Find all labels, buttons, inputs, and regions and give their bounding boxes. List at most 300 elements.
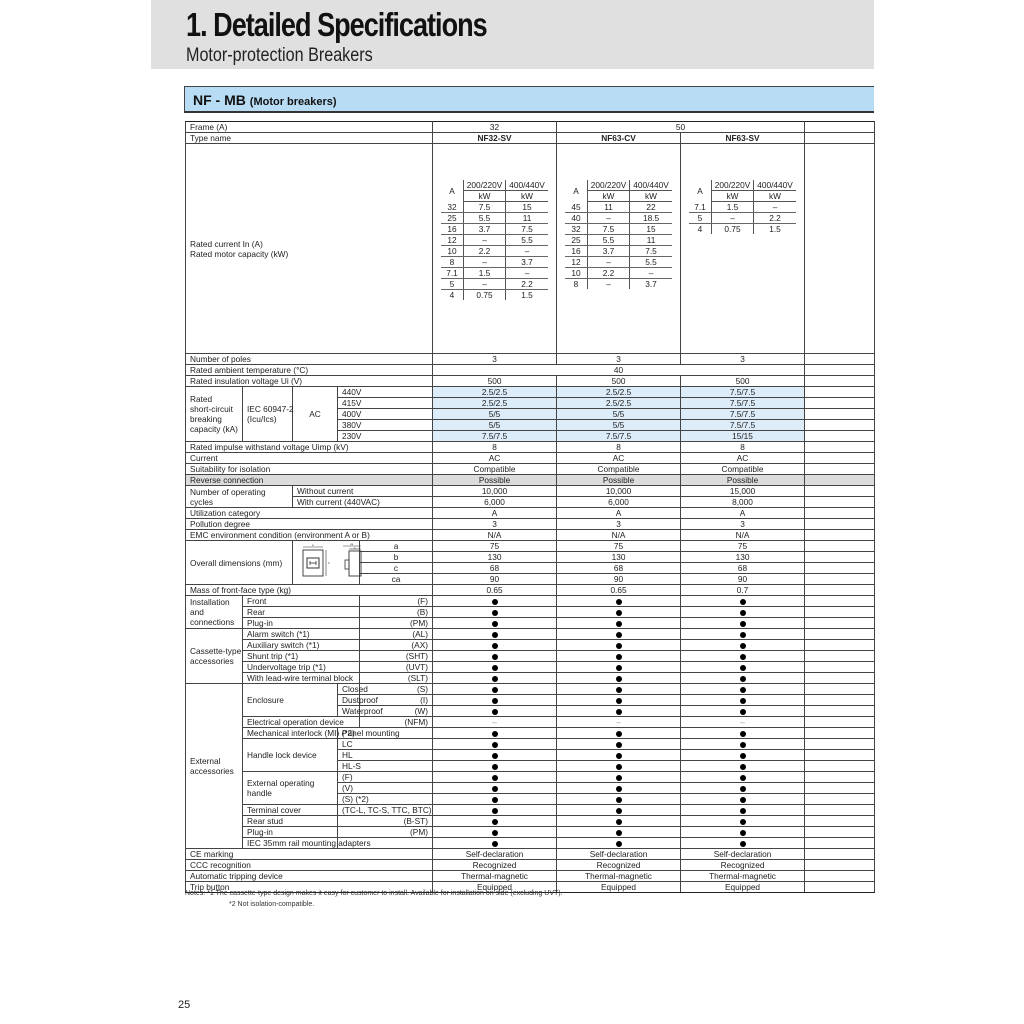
supported-dot-icon (433, 651, 557, 662)
value-cell: Self-declaration (557, 849, 681, 860)
label-line: External operating (247, 778, 315, 788)
handle-lock-type: HL-S (338, 761, 433, 772)
page-title: 1. Detailed Specifications (186, 6, 487, 43)
type-nf32-sv: NF32-SV (433, 133, 557, 144)
value-cell: N/A (681, 530, 805, 541)
supported-dot-icon (681, 640, 805, 651)
supported-dot-icon (433, 706, 557, 717)
dot-icon (616, 654, 622, 660)
table-row (186, 662, 875, 673)
enclosure-code: (W) (360, 706, 433, 717)
supported-dot-icon (681, 596, 805, 607)
row-label: Reverse connection (186, 475, 433, 486)
dot-icon (616, 643, 622, 649)
value-cell: 130 (433, 552, 557, 563)
value-cell: 130 (681, 552, 805, 563)
capacity-row (441, 257, 548, 268)
unit-kw: kW (463, 191, 506, 202)
unit-kw: kW (754, 191, 796, 202)
empty-cell (805, 607, 875, 618)
empty-cell (805, 772, 875, 783)
capacity-value: 4 (697, 224, 703, 234)
supported-dot-icon (557, 827, 681, 838)
header-v1: 200/220V (587, 180, 630, 191)
row-label: Automatic tripping device (186, 871, 433, 882)
dot-icon (492, 610, 498, 616)
capacity-value: 16 (441, 224, 463, 235)
dot-icon (616, 830, 622, 836)
value-cell: Thermal-magnetic (681, 871, 805, 882)
capacity-value: – (463, 235, 506, 246)
supported-dot-icon (557, 640, 681, 651)
empty-cell (805, 519, 875, 530)
value-cell: 0.65 (433, 585, 557, 596)
enclosure-code: (I) (360, 695, 433, 706)
dot-icon (492, 676, 498, 682)
value-cell: Thermal-magnetic (433, 871, 557, 882)
empty-cell (805, 486, 875, 497)
type-nf63-sv: NF63-SV (681, 133, 805, 144)
ext-handle-type: (S) (*2) (338, 794, 433, 805)
electrical-op-code: (NFM) (360, 717, 433, 728)
capacity-label (186, 144, 433, 354)
label-line: handle (247, 788, 272, 798)
dot-icon (740, 731, 746, 737)
breaking-voltage: 400V (338, 409, 433, 420)
external-accessories-label (186, 684, 243, 849)
value-cell: 7.5/7.5 (681, 409, 805, 420)
dot-icon (616, 775, 622, 781)
supported-dot-icon (433, 640, 557, 651)
dot-icon (492, 665, 498, 671)
label-line: Rated (190, 394, 213, 404)
supported-dot-icon (557, 695, 681, 706)
dimension-key: a (360, 541, 433, 552)
capacity-value: 7.1 (689, 202, 711, 213)
table-row (186, 475, 875, 486)
capacity-value: 45 (565, 202, 587, 213)
item-name: Auxiliary switch (*1) (243, 640, 360, 651)
frame-label: Frame (A) (186, 122, 433, 133)
capacity-value: – (587, 213, 630, 224)
empty-cell (805, 409, 875, 420)
value-cell: 8 (681, 442, 805, 453)
dot-icon (492, 775, 498, 781)
header-v2: 400/440V (754, 180, 796, 191)
capacity-value: – (506, 268, 548, 279)
value-cell: Self-declaration (681, 849, 805, 860)
dot-icon (492, 687, 498, 693)
empty-cell (805, 695, 875, 706)
supported-dot-icon (681, 750, 805, 761)
dot-icon (740, 764, 746, 770)
value-cell: Possible (557, 475, 681, 486)
capacity-value: 11 (506, 213, 548, 224)
table-row (186, 618, 875, 629)
capacity-value: 0.75 (711, 224, 754, 235)
value-cell: 3 (557, 519, 681, 530)
capacity-header (441, 180, 548, 191)
capacity-value: 15 (630, 224, 672, 235)
empty-cell (805, 838, 875, 849)
capacity-value: 12 (441, 235, 463, 246)
dot-icon (740, 687, 746, 693)
label-line: short-circuit (190, 404, 233, 414)
value-cell: Equipped (433, 882, 557, 893)
ext-handle-label (243, 772, 338, 805)
supported-dot-icon (681, 838, 805, 849)
item-code: (B) (360, 607, 433, 618)
capacity-value: 32 (565, 224, 587, 235)
section-title (193, 92, 337, 108)
value-cell: 500 (681, 376, 805, 387)
capacity-row (565, 257, 672, 268)
capacity-value: 8 (441, 257, 463, 268)
value-cell: 90 (433, 574, 557, 585)
value-cell: Possible (681, 475, 805, 486)
capacity-value: – (463, 257, 506, 268)
breaking-voltage: 440V (338, 387, 433, 398)
capacity-value: – (587, 257, 630, 268)
supported-dot-icon (557, 728, 681, 739)
dot-icon (740, 709, 746, 715)
empty-cell (805, 761, 875, 772)
table-row (186, 860, 875, 871)
empty-cell (805, 398, 875, 409)
empty-cell (805, 475, 875, 486)
supported-dot-icon (433, 728, 557, 739)
dot-icon (492, 621, 498, 627)
capacity-row (441, 213, 548, 224)
capacity-value: 25 (565, 235, 587, 246)
dimensions-label: Overall dimensions (mm) (186, 541, 293, 585)
value-cell: AC (557, 453, 681, 464)
label-line: Number of operating (190, 486, 266, 497)
breaker-outline-icon (297, 542, 377, 582)
dot-icon (492, 731, 498, 737)
row-label: Rated impulse withstand voltage Uimp (kV) (186, 442, 433, 453)
row-label: Suitability for isolation (186, 464, 433, 475)
empty-cell (805, 122, 875, 133)
value-cell: 90 (557, 574, 681, 585)
table-row (186, 596, 875, 607)
value-cell: 3 (433, 354, 557, 365)
capacity-value: 18.5 (630, 213, 672, 224)
supported-dot-icon (433, 684, 557, 695)
supported-dot-icon (681, 607, 805, 618)
value-cell: 75 (557, 541, 681, 552)
dot-icon (616, 731, 622, 737)
value-cell: 10,000 (557, 486, 681, 497)
not-supported-dash: – (681, 717, 805, 728)
supported-dot-icon (557, 739, 681, 750)
table-row (186, 827, 875, 838)
table-row (186, 530, 875, 541)
header-v1: 200/220V (711, 180, 754, 191)
not-supported-dash: – (433, 717, 557, 728)
dot-icon (492, 632, 498, 638)
value-cell: 3 (433, 519, 557, 530)
dimension-key: b (360, 552, 433, 563)
value-cell: N/A (433, 530, 557, 541)
cycles-without-label: Without current (293, 486, 433, 497)
not-supported-dash: – (557, 717, 681, 728)
empty-cell (805, 849, 875, 860)
capacity-value: 10 (565, 268, 587, 279)
value-cell: 2.5/2.5 (557, 398, 681, 409)
dot-icon (492, 599, 498, 605)
dot-icon (492, 819, 498, 825)
dot-icon (616, 797, 622, 803)
rated-motor-capacity-label: Rated motor capacity (kW) (190, 248, 289, 259)
value-cell: AC (433, 453, 557, 464)
value-cell: 90 (681, 574, 805, 585)
capacity-value: – (630, 268, 672, 279)
capacity-nf63-cv (557, 144, 681, 354)
capacity-value: 4 (449, 290, 455, 300)
ext-item-name: Terminal cover (243, 805, 338, 816)
empty-cell (805, 662, 875, 673)
value-cell: Compatible (681, 464, 805, 475)
capacity-value: 1.5 (506, 290, 548, 301)
supported-dot-icon (433, 607, 557, 618)
supported-dot-icon (433, 794, 557, 805)
empty-cell (805, 497, 875, 508)
type-nf63-cv: NF63-CV (557, 133, 681, 144)
capacity-row (441, 279, 548, 290)
supported-dot-icon (433, 695, 557, 706)
label-line: Cassette-type (190, 646, 242, 656)
value-cell: 500 (557, 376, 681, 387)
value-cell: 7.5/7.5 (557, 431, 681, 442)
table-row (186, 376, 875, 387)
supported-dot-icon (681, 739, 805, 750)
mech-interlock-sub: Panel mounting (338, 728, 433, 739)
value-cell: 8 (557, 442, 681, 453)
dot-icon (616, 808, 622, 814)
supported-dot-icon (557, 684, 681, 695)
value-cell: A (557, 508, 681, 519)
supported-dot-icon (557, 794, 681, 805)
dot-icon (492, 709, 498, 715)
table-row (186, 607, 875, 618)
value-cell: 68 (557, 563, 681, 574)
value-cell: 2.5/2.5 (433, 387, 557, 398)
table-row (186, 684, 875, 695)
value-cell: 68 (681, 563, 805, 574)
capacity-header (565, 180, 672, 191)
capacity-value: 1.5 (711, 202, 754, 213)
supported-dot-icon (557, 805, 681, 816)
dot-icon (740, 753, 746, 759)
empty-cell (805, 750, 875, 761)
capacity-row (565, 246, 672, 257)
label-line: IEC 60947-2 (247, 404, 294, 414)
dimension-key: ca (360, 574, 433, 585)
mech-interlock-label: Mechanical interlock (MI) (*2) (243, 728, 338, 739)
supported-dot-icon (681, 662, 805, 673)
value-cell: AC (681, 453, 805, 464)
value-cell: Compatible (433, 464, 557, 475)
capacity-value: 16 (565, 246, 587, 257)
ambient-label: Rated ambient temperature (°C) (186, 365, 433, 376)
empty-cell (805, 629, 875, 640)
header-v1: 200/220V (463, 180, 506, 191)
value-cell: Thermal-magnetic (557, 871, 681, 882)
empty-cell (805, 827, 875, 838)
label-line: cycles (190, 496, 214, 507)
empty-cell (805, 728, 875, 739)
dimensions-diagram (297, 542, 355, 584)
breaking-voltage: 230V (338, 431, 433, 442)
value-cell: 2.5/2.5 (557, 387, 681, 398)
dim-a-label: a (312, 542, 314, 547)
supported-dot-icon (681, 651, 805, 662)
capacity-value: – (463, 279, 506, 290)
empty-cell (805, 805, 875, 816)
type-label: Type name (186, 133, 433, 144)
breaking-voltage: 415V (338, 398, 433, 409)
value-cell: Compatible (557, 464, 681, 475)
supported-dot-icon (557, 629, 681, 640)
table-row (186, 133, 875, 144)
table-row (186, 871, 875, 882)
dimension-key: c (360, 563, 433, 574)
capacity-row (441, 246, 548, 257)
capacity-value: 10 (441, 246, 463, 257)
dot-icon (616, 841, 622, 847)
supported-dot-icon (433, 739, 557, 750)
header-v2: 400/440V (630, 180, 672, 191)
table-row (186, 486, 875, 497)
dot-icon (740, 643, 746, 649)
empty-cell (805, 365, 875, 376)
handle-lock-type: LC (338, 739, 433, 750)
supported-dot-icon (433, 805, 557, 816)
table-row (186, 508, 875, 519)
capacity-row (565, 202, 672, 213)
supported-dot-icon (433, 618, 557, 629)
value-cell: 3 (557, 354, 681, 365)
dot-icon (740, 698, 746, 704)
row-label: Rated insulation voltage Ui (V) (186, 376, 433, 387)
enclosure-label: Enclosure (243, 684, 338, 717)
dot-icon (740, 808, 746, 814)
supported-dot-icon (557, 783, 681, 794)
empty-cell (805, 508, 875, 519)
supported-dot-icon (557, 607, 681, 618)
capacity-value: – (754, 202, 796, 213)
label-line: connections (190, 617, 235, 627)
supported-dot-icon (557, 651, 681, 662)
item-name: Plug-in (243, 618, 360, 629)
table-row (186, 442, 875, 453)
value-cell: 5/5 (433, 409, 557, 420)
value-cell: N/A (557, 530, 681, 541)
capacity-value: 2.2 (754, 213, 796, 224)
dot-icon (616, 753, 622, 759)
section-bar (184, 86, 874, 113)
value-cell: 5/5 (557, 409, 681, 420)
dot-icon (616, 676, 622, 682)
capacity-value: 5 (441, 279, 463, 290)
unit-kw: kW (506, 191, 548, 202)
supported-dot-icon (681, 761, 805, 772)
table-row (186, 717, 875, 728)
capacity-value: 3.7 (506, 257, 548, 268)
dot-icon (616, 819, 622, 825)
note-2 (185, 899, 563, 910)
capacity-row (689, 213, 796, 224)
empty-cell (805, 717, 875, 728)
capacity-value: 7.5 (587, 224, 630, 235)
capacity-subtable (565, 180, 672, 289)
handle-lock-type: HL (338, 750, 433, 761)
supported-dot-icon (681, 695, 805, 706)
dot-icon (740, 819, 746, 825)
item-code: (F) (360, 596, 433, 607)
capacity-row (689, 224, 796, 235)
capacity-value: 0.75 (463, 290, 506, 301)
empty-cell (805, 640, 875, 651)
empty-cell (805, 794, 875, 805)
value-cell: 3 (681, 519, 805, 530)
item-name: Rear (243, 607, 360, 618)
supported-dot-icon (557, 673, 681, 684)
dot-icon (616, 698, 622, 704)
supported-dot-icon (557, 706, 681, 717)
dot-icon (740, 742, 746, 748)
table-row (186, 519, 875, 530)
capacity-value: 2.2 (587, 268, 630, 279)
row-label: CE marking (186, 849, 433, 860)
unit-kw: kW (630, 191, 672, 202)
capacity-value: 7.1 (441, 268, 463, 279)
ext-item-name: IEC 35mm rail mounting adapters (243, 838, 338, 849)
supported-dot-icon (681, 794, 805, 805)
supported-dot-icon (433, 629, 557, 640)
table-row (186, 354, 875, 365)
capacity-value: 5 (689, 213, 711, 224)
capacity-value: 8 (573, 279, 579, 289)
dot-icon (740, 676, 746, 682)
empty-cell (805, 816, 875, 827)
value-cell: Possible (433, 475, 557, 486)
empty-cell (805, 563, 875, 574)
empty-cell (805, 673, 875, 684)
row-label: EMC environment condition (environment A or B) (186, 530, 433, 541)
supported-dot-icon (433, 783, 557, 794)
empty-cell (805, 453, 875, 464)
value-cell: 8,000 (681, 497, 805, 508)
dot-icon (740, 621, 746, 627)
value-cell: Recognized (557, 860, 681, 871)
supported-dot-icon (681, 629, 805, 640)
breaking-capacity-label (186, 387, 243, 442)
dot-icon (740, 841, 746, 847)
dot-icon (740, 665, 746, 671)
value-cell: 5/5 (557, 420, 681, 431)
empty-cell (805, 618, 875, 629)
frame-32: 32 (433, 122, 557, 133)
supported-dot-icon (433, 673, 557, 684)
dot-icon (740, 599, 746, 605)
value-cell: 10,000 (433, 486, 557, 497)
capacity-value: 5.5 (630, 257, 672, 268)
handle-lock-label: Handle lock device (243, 739, 338, 772)
dot-icon (740, 797, 746, 803)
value-cell: 7.5/7.5 (681, 387, 805, 398)
